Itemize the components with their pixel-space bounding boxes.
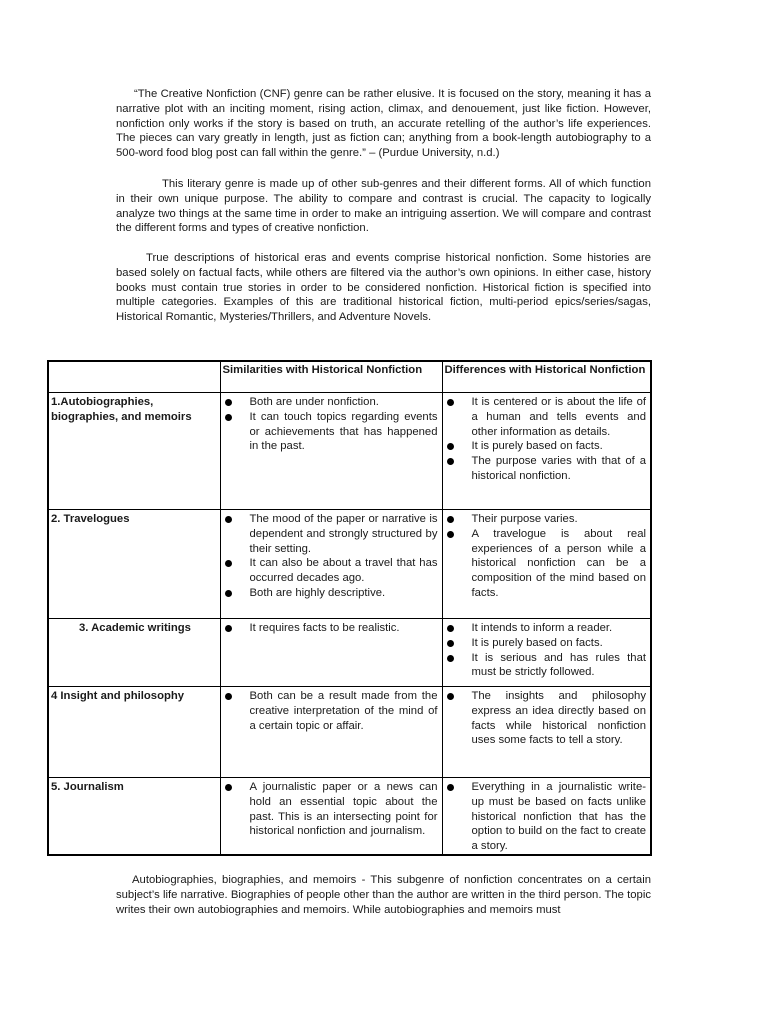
similarities-list — [223, 395, 440, 454]
genre-overview-paragraph: This literary genre is made up of other sub-genres and their different forms. All of which function in their own unique purpose. The ability to compare and contrast is crucial. The capacity to logically analyze two things at the same time in order to make an intriguing assertion. We will compare and contrast the different forms and types of creative nonfiction. — [116, 178, 651, 235]
bullet-item: It requires facts to be realistic. — [223, 621, 440, 636]
differences-list — [445, 395, 649, 484]
differences-list — [445, 621, 649, 680]
category-cell: 4 Insight and philosophy — [48, 687, 220, 778]
bullet-item: It intends to inform a reader. — [445, 621, 649, 636]
bullet-item: Their purpose varies. — [445, 512, 649, 527]
category-cell: 3. Academic writings — [48, 619, 220, 687]
bullet-item: A journalistic paper or a news can hold an essential topic about the past. This is an intersecting point for historical nonfiction and journalism. — [223, 780, 440, 839]
bullet-item: Both can be a result made from the creative interpretation of the mind of a certain topic or affair. — [223, 689, 440, 733]
similarities-list — [223, 780, 440, 839]
similarities-cell — [220, 778, 442, 855]
similarities-list — [223, 512, 440, 601]
bullet-item: It is centered or is about the life of a human and tells events and other information as details. — [445, 395, 649, 439]
similarities-cell — [220, 687, 442, 778]
bullet-item: It is purely based on facts. — [445, 636, 649, 651]
table-row — [48, 393, 651, 510]
bullet-item: Everything in a journalistic write-up must be based on facts unlike historical nonfiction that has the option to build on the fact to create a story. — [445, 780, 649, 854]
historical-nonfiction-paragraph: True descriptions of historical eras and events comprise historical nonfiction. Some histories are based solely on factual facts, while others are filtered via the author’s own opinions. In either case, history books must contain true stories in order to be considered nonfiction. Historical fiction is specified into multiple categories. Examples of this are traditional historical fiction, multi-period epics/series/sagas, Historical Romantic, Mysteries/Thrillers, and Adventure Novels. — [116, 252, 651, 324]
table-row — [48, 687, 651, 778]
differences-list — [445, 512, 649, 601]
similarities-cell — [220, 510, 442, 619]
autobiographies-paragraph: Autobiographies, biographies, and memoirs - This subgenre of nonfiction concentrates on a certain subject’s life narrative. Biographies of people other than the author are written in the third person. The topic writes their own autobiographies and memoirs. While autobiographies and memoirs must — [116, 874, 651, 916]
differences-list — [445, 780, 649, 854]
header-category — [48, 361, 220, 393]
header-similarities: Similarities with Historical Nonfiction — [220, 361, 442, 393]
category-cell: 1.Autobiographies, biographies, and memoirs — [48, 393, 220, 510]
bullet-item: Both are highly descriptive. — [223, 586, 440, 601]
table-header-row — [48, 361, 651, 393]
bullet-item: The mood of the paper or narrative is dependent and strongly structured by their setting. — [223, 512, 440, 556]
intro-quote-paragraph: “The Creative Nonfiction (CNF) genre can be rather elusive. It is focused on the story, meaning it has a narrative plot with an inciting moment, rising action, climax, and denouement, just like fiction. However, nonfiction only works if the story is based on truth, an accurate retelling of the author’s life experiences. The pieces can vary greatly in length, just as fiction can; anything from a book-length autobiography to a 500-word food blog post can fall within the genre.” – (Purdue University, n.d.) — [116, 88, 651, 160]
similarities-list — [223, 689, 440, 733]
comparison-table — [47, 360, 652, 856]
differences-cell — [442, 510, 651, 619]
category-cell: 2. Travelogues — [48, 510, 220, 619]
similarities-cell — [220, 393, 442, 510]
bullet-item: It is purely based on facts. — [445, 439, 649, 454]
bullet-item: It can touch topics regarding events or achievements that has happened in the past. — [223, 410, 440, 454]
similarities-cell — [220, 619, 442, 687]
header-differences: Differences with Historical Nonfiction — [442, 361, 651, 393]
differences-cell — [442, 778, 651, 855]
category-cell: 5. Journalism — [48, 778, 220, 855]
differences-cell — [442, 619, 651, 687]
table-row — [48, 510, 651, 619]
bullet-item: The insights and philosophy express an idea directly based on facts while historical nonfiction uses some facts to tell a story. — [445, 689, 649, 748]
differences-cell — [442, 393, 651, 510]
differences-cell — [442, 687, 651, 778]
table-row — [48, 619, 651, 687]
bullet-item: A travelogue is about real experiences of a person while a historical nonfiction can be a composition of the mind based on facts. — [445, 527, 649, 601]
bullet-item: It is serious and has rules that must be strictly followed. — [445, 651, 649, 681]
similarities-list — [223, 621, 440, 636]
bullet-item: Both are under nonfiction. — [223, 395, 440, 410]
table-row — [48, 778, 651, 855]
bullet-item: The purpose varies with that of a historical nonfiction. — [445, 454, 649, 484]
differences-list — [445, 689, 649, 748]
bullet-item: It can also be about a travel that has occurred decades ago. — [223, 556, 440, 586]
